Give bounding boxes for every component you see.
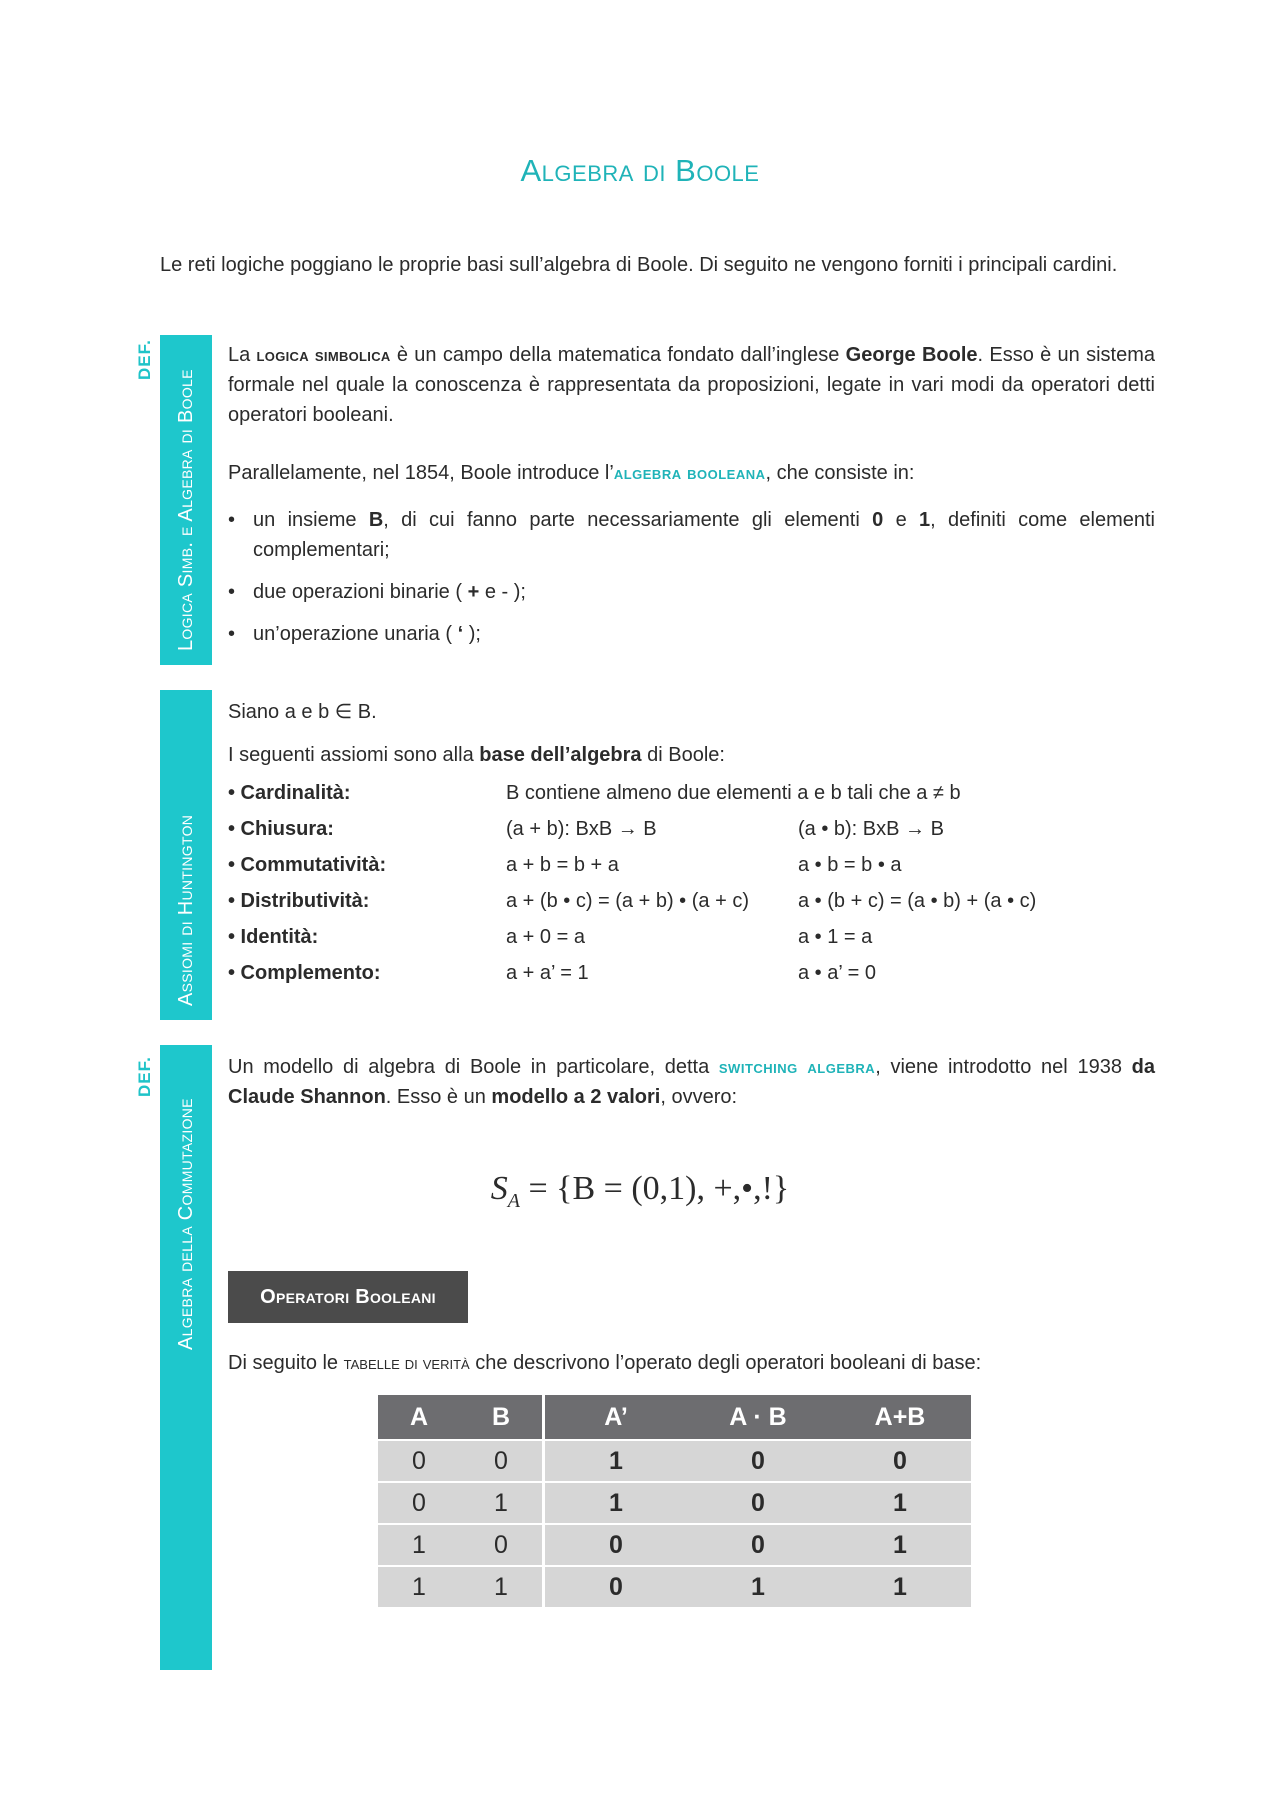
- intro-paragraph: Le reti logiche poggiano le proprie basi sull’algebra di Boole. Di seguito ne vengono forniti i principali cardini.: [160, 254, 1118, 276]
- table-row: 1 0 0 0 1: [378, 1523, 971, 1565]
- axioms-list: [228, 782, 1128, 998]
- def-label-2: DEF.: [135, 1056, 154, 1097]
- truth-table-header: [378, 1395, 971, 1439]
- list-item: • un’operazione unaria ( ‘ );: [228, 619, 1155, 649]
- header-cell: A+B: [829, 1395, 971, 1439]
- header-cell: A: [378, 1395, 460, 1439]
- side-bar-logica: [160, 335, 212, 665]
- table-row: 1 1 0 1 1: [378, 1565, 971, 1607]
- algebra-booleana-paragraph: Parallelamente, nel 1854, Boole introduce l’algebra booleana, che consiste in:: [228, 462, 915, 484]
- huntington-line-1: Siano a e b ∈ B.: [228, 701, 377, 723]
- axiom-row: • Chiusura: (a + b): BxB → B (a • b): BxB → B: [228, 818, 944, 840]
- side-bar-huntington: [160, 690, 212, 1020]
- axiom-row: • Commutatività: a + b = b + a a • b = b • a: [228, 854, 902, 876]
- page-title: Algebra di Boole: [520, 153, 760, 188]
- side-bar-huntington-label: Assiomi di Huntington: [175, 814, 197, 1006]
- logica-paragraph: La logica simbolica è un campo della matematica fondato dall’inglese George Boole. Esso è un sistema formale nel quale la conoscenza è rappresentata da proposizioni, legate in vari modi da operatori detti operatori booleani.: [228, 344, 1155, 426]
- switching-paragraph: Un modello di algebra di Boole in particolare, detta switching algebra, viene introdotto nel 1938 da Claude Shannon. Esso è un modello a 2 valori, ovvero:: [228, 1056, 1155, 1108]
- axiom-row: • Distributività: a + (b • c) = (a + b) • (a + c) a • (b + c) = (a • b) + (a • c): [228, 890, 1037, 912]
- side-bar-commutazione: [160, 1045, 212, 1670]
- truth-table-intro: Di seguito le tabelle di verità che descrivono l’operato degli operatori booleani di base:: [228, 1352, 982, 1374]
- axiom-row: • Identità: a + 0 = a a • 1 = a: [228, 926, 873, 948]
- list-item: • due operazioni binarie ( + e - );: [228, 577, 1155, 607]
- algebra-bullets: [228, 505, 1155, 661]
- list-item: • un insieme B, di cui fanno parte necessariamente gli elementi 0 e 1, definiti come elementi complementari;: [228, 505, 1155, 565]
- header-cell: B: [460, 1395, 542, 1439]
- axiom-row: • Cardinalità: B contiene almeno due elementi a e b tali che a ≠ b: [228, 782, 961, 804]
- algebra-booleana-term: algebra booleana: [613, 463, 766, 483]
- table-row: 0 0 1 0 0: [378, 1439, 971, 1481]
- axiom-row: • Complemento: a + a’ = 1 a • a’ = 0: [228, 962, 876, 984]
- huntington-line-2: I seguenti assiomi sono alla base dell’algebra di Boole:: [228, 744, 725, 766]
- header-cell: A · B: [687, 1395, 829, 1439]
- truth-table: [378, 1395, 971, 1607]
- def-label-1: DEF.: [135, 339, 154, 380]
- header-cell: A’: [542, 1395, 687, 1439]
- side-bar-logica-label: Logica Simb. e Algebra di Boole: [175, 369, 197, 651]
- table-row: 0 1 1 0 1: [378, 1481, 971, 1523]
- switching-formula: $S_A = \{B = (0,1)$, +,•,!}: [490, 1170, 790, 1212]
- side-bar-commutazione-label: Algebra della Commutazione: [175, 1098, 197, 1350]
- george-boole: George Boole: [845, 344, 978, 366]
- switching-algebra-term: switching algebra: [718, 1057, 876, 1077]
- logica-simbolica-term: logica simbolica: [256, 345, 391, 365]
- section-heading-operatori: Operatori Booleani: [228, 1271, 468, 1323]
